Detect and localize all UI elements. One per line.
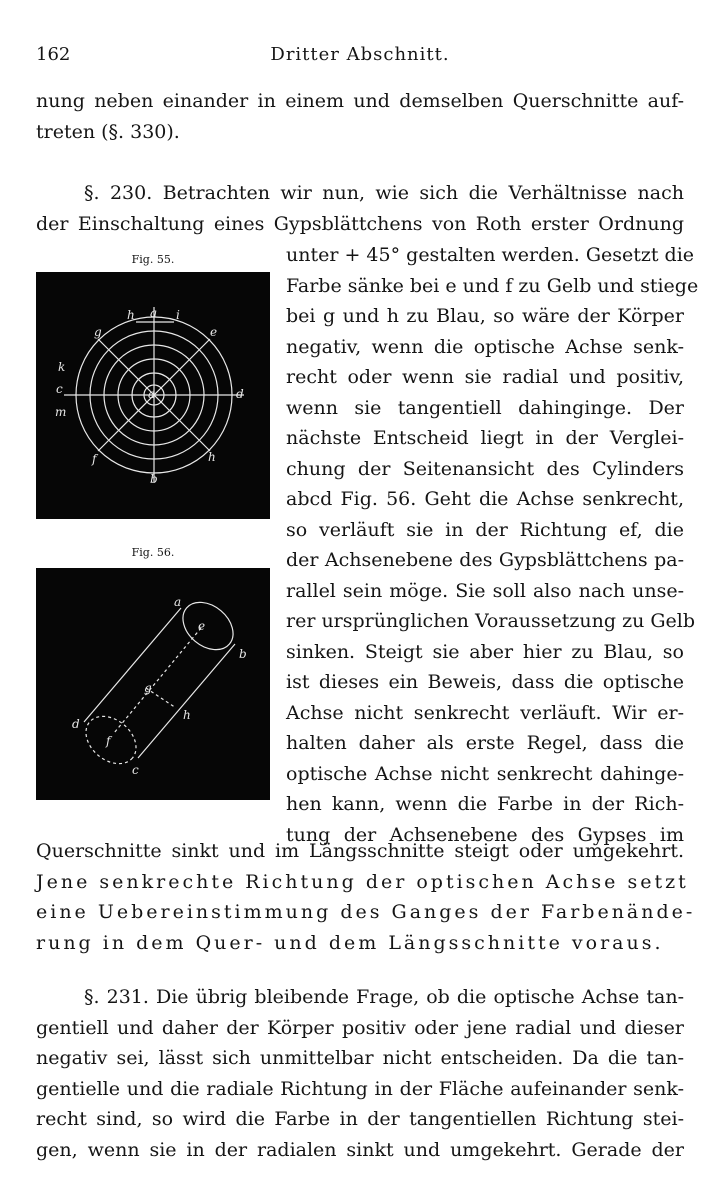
text-line: Farbe sänke bei e und f zu Gelb und stiege [286,274,699,297]
fig56-label-c: c [132,763,139,777]
fig55-label-b: b [150,472,158,486]
fig55-label-m: m [55,405,67,419]
text-line: eine Uebereinstimmung des Ganges der Farbenände- [36,901,696,923]
rule-paragraph-end [36,836,696,958]
section-230-opening [36,178,684,239]
text-line: ist dieses ein Beweis, dass die optische [286,671,684,693]
text-line: §. 230. Betrachten wir nun, wie sich die Verhältnisse nach [84,182,684,204]
fig55-label-i: i [176,308,180,322]
cylinder-top-ellipse [174,593,243,660]
text-line: recht oder wenn sie radial und positiv, [286,366,684,388]
text-line: unter + 45° gestalten werden. Gesetzt die [286,244,695,266]
figure-55 [36,272,270,519]
fig55-label-center-a: a [148,387,156,401]
fig55-label-c: c [56,382,63,396]
fig55-label-k: k [58,360,66,374]
continuation-paragraph [36,86,684,147]
text-line: optische Achse nicht senkrecht dahinge- [286,762,684,785]
cylinder-edge [84,608,181,722]
section-231 [36,982,684,1165]
text-line: der Achsenebene des Gypsblättchens pa- [286,549,684,571]
right-column-text [286,240,699,850]
text-line: negativ, wenn die optische Achse senk- [286,335,684,358]
fig55-label-h: h [127,308,135,322]
figure-55-caption: Fig. 55. [131,253,175,266]
text-line: §. 231. Die übrig bleibende Frage, ob die optische Achse tan- [84,986,684,1008]
text-line: nächste Entscheid liegt in der Verglei- [286,427,684,449]
fig55-label-d: d [236,387,244,401]
figure-56 [36,568,270,800]
fig56-label-a: a [174,595,182,609]
fig55-label-e: e [210,325,218,339]
text-line: negativ sei, lässt sich unmittelbar nicht entscheiden. Da die tan- [36,1047,684,1069]
text-line: Querschnitte sinkt und im Längsschnitte steigt oder umgekehrt. [36,840,684,862]
text-line: chung der Seitenansicht des Cylinders [286,457,684,480]
text-line: gen, wenn sie in der radialen sinkt und umgekehrt. Gerade der [36,1138,684,1161]
text-line: bei g und h zu Blau, so wäre der Körper [286,305,684,327]
text-line: recht sind, so wird die Farbe in der tangentiellen Richtung stei- [36,1108,684,1130]
text-line: Achse nicht senkrecht verläuft. Wir er- [286,701,684,724]
fig56-label-d: d [72,717,80,731]
text-line: nung neben einander in einem und demselben Querschnitte auf- [36,90,684,112]
fig55-label-f: f [92,452,97,466]
figure-56-caption: Fig. 56. [131,546,175,559]
fig56-label-h: h [183,708,191,722]
text-line: rer ursprünglichen Voraussetzung zu Gelb [286,610,696,632]
text-line: rallel sein möge. Sie soll also nach unse- [286,579,684,602]
text-line: Jene senkrechte Richtung der optischen Achse setzt [36,870,689,893]
fig55-label-h-lower: h [208,450,216,464]
text-line: der Einschaltung eines Gypsblättchens von Roth erster Ordnung [36,212,684,235]
text-line: gentielle und die radiale Richtung in der Fläche aufeinander senk- [36,1077,684,1100]
figure-56-drawing [36,568,270,800]
text-line: sinken. Steigt sie aber hier zu Blau, so [286,640,684,663]
page-header [36,44,684,74]
text-line: gentiell und daher der Körper positiv oder jene radial und dieser [36,1016,684,1039]
fig56-label-e: e [198,619,206,633]
text-line: tung der Achsenebene des Gypses im [286,823,684,846]
text-line: wenn sie tangentiell dahinginge. Der [286,396,684,419]
fig56-label-g: g [144,681,152,695]
fig55-label-g: g [94,325,102,339]
figure-55-drawing [36,272,270,519]
text-line: treten (§. 330). [36,120,180,143]
running-title: Dritter Abschnitt. [270,44,450,65]
text-line: abcd Fig. 56. Geht die Achse senkrecht, [286,488,684,510]
fig56-label-b: b [239,647,247,661]
page-number: 162 [36,44,71,65]
fig56-label-f: f [106,734,111,748]
text-line: halten daher als erste Regel, dass die [286,732,684,754]
cylinder-edge [138,644,235,758]
text-line: rung in dem Quer- und dem Längsschnitte voraus. [36,931,664,954]
text-line: hen kann, wenn die Farbe in der Rich- [286,793,684,815]
text-line: so verläuft sie in der Richtung ef, die [286,518,684,541]
fig55-label-a: a [150,306,158,320]
